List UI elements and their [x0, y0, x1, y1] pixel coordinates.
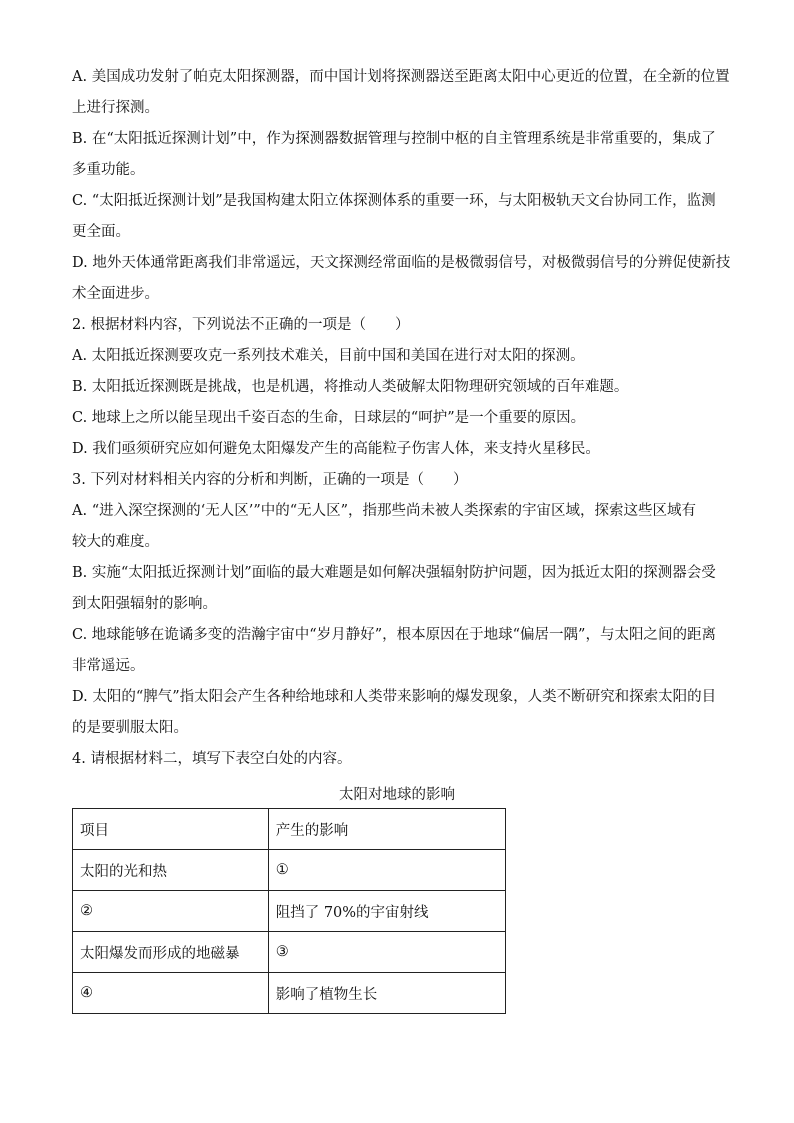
table-cell: ④	[73, 973, 269, 1014]
text-line: 更全面。	[72, 224, 130, 240]
table-row	[73, 850, 506, 891]
text-line: 的是要驯服太阳。	[72, 720, 188, 736]
text-line: D. 我们亟须研究应如何避免太阳爆发产生的高能粒子伤害人体，来支持火星移民。	[72, 441, 600, 457]
text-line: C. “太阳抵近探测计划”是我国构建太阳立体探测体系的重要一环，与太阳极轨天文台协同工作，监测	[72, 193, 716, 209]
table-cell: ①	[268, 850, 505, 891]
table-cell: ③	[268, 932, 505, 973]
text-line: B. 实施“太阳抵近探测计划”面临的最大难题是如何解决强辐射防护问题，因为抵近太阳的探测器会受	[72, 565, 716, 581]
table-header-cell: 项目	[73, 809, 269, 850]
text-line: A. 太阳抵近探测要攻克一系列技术难关，目前中国和美国在进行对太阳的探测。	[72, 348, 585, 364]
question-text	[72, 62, 731, 775]
question-4-stem: 4. 请根据材料二，填写下表空白处的内容。	[72, 751, 352, 767]
text-line: A. 美国成功发射了帕克太阳探测器，而中国计划将探测器送至距离太阳中心更近的位置，在全新的位置	[72, 69, 730, 85]
table-row	[73, 973, 506, 1014]
table-header-cell: 产生的影响	[268, 809, 505, 850]
sun-effects-table	[72, 808, 506, 1014]
table-row	[73, 891, 506, 932]
text-line: 上进行探测。	[72, 100, 159, 116]
table-header-row	[73, 809, 506, 850]
text-line: 非常遥远。	[72, 658, 145, 674]
text-line: 术全面进步。	[72, 286, 159, 302]
text-line: 较大的难度。	[72, 534, 159, 550]
text-line: D. 太阳的“脾气”指太阳会产生各种给地球和人类带来影响的爆发现象，人类不断研究和探索太阳的目	[72, 689, 717, 705]
text-line: B. 在“太阳抵近探测计划”中，作为探测器数据管理与控制中枢的自主管理系统是非常重要的，集成了	[72, 131, 716, 147]
text-line: 多重功能。	[72, 162, 145, 178]
text-line: D. 地外天体通常距离我们非常遥远，天文探测经常面临的是极微弱信号，对极微弱信号的分辨促使新技	[72, 255, 731, 271]
text-line: A. “进入深空探测的‘无人区’”中的“无人区”，指那些尚未被人类探索的宇宙区域，探索这些区域有	[72, 503, 697, 519]
table-row	[73, 932, 506, 973]
text-line: C. 地球上之所以能呈现出千姿百态的生命，日球层的“呵护”是一个重要的原因。	[72, 410, 586, 426]
table-cell: ②	[73, 891, 269, 932]
table-cell: 太阳的光和热	[73, 850, 269, 891]
text-line: C. 地球能够在诡谲多变的浩瀚宇宙中“岁月静好”，根本原因在于地球“偏居一隅”，与太阳之间的距离	[72, 627, 716, 643]
text-line: B. 太阳抵近探测既是挑战，也是机遇，将推动人类破解太阳物理研究领域的百年难题。	[72, 379, 629, 395]
table-caption: 太阳对地球的影响	[339, 787, 455, 803]
table-cell: 阻挡了 70%的宇宙射线	[268, 891, 505, 932]
text-line: 到太阳强辐射的影响。	[72, 596, 217, 612]
question-2-stem: 2. 根据材料内容，下列说法不正确的一项是（ ）	[72, 317, 410, 333]
table-cell: 太阳爆发而形成的地磁暴	[73, 932, 269, 973]
question-3-stem: 3. 下列对材料相关内容的分析和判断，正确的一项是（ ）	[72, 472, 468, 488]
table-cell: 影响了植物生长	[268, 973, 505, 1014]
